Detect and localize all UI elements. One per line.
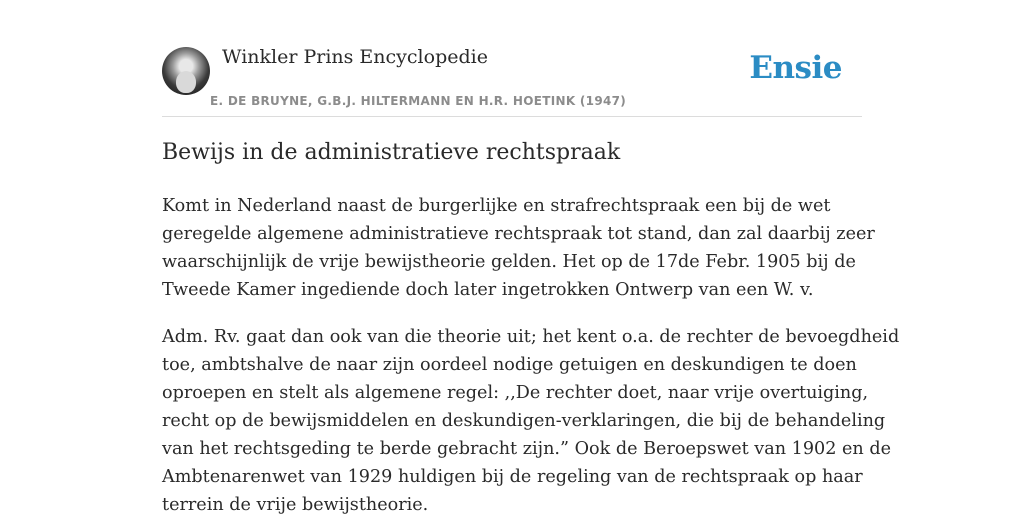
article-paragraph-2: [162, 323, 900, 519]
paragraph-line: geregelde algemene administratieve rechtspraak tot stand, dan zal daarbij zeer: [162, 224, 875, 244]
authors-line: E. DE BRUYNE, G.B.J. HILTERMANN EN H.R. HOETINK (1947): [210, 94, 627, 108]
paragraph-line: terrein de vrije bewijstheorie.: [162, 495, 429, 515]
site-title[interactable]: Winkler Prins Encyclopedie: [222, 46, 488, 68]
paragraph-line: Adm. Rv. gaat dan ook van die theorie uit; het kent o.a. de rechter de bevoegdheid: [162, 327, 900, 347]
paragraph-line: Ambtenarenwet van 1929 huldigen bij de regeling van de rechtspraak op haar: [162, 467, 863, 487]
paragraph-line: oproepen en stelt als algemene regel: ,,De rechter doet, naar vrije overtuiging,: [162, 383, 869, 403]
paragraph-line: Tweede Kamer ingediende doch later ingetrokken Ontwerp van een W. v.: [162, 280, 814, 300]
article-title: Bewijs in de administratieve rechtspraak: [162, 140, 621, 165]
page-header: [162, 40, 862, 117]
paragraph-line: toe, ambtshalve de naar zijn oordeel nodige getuigen en deskundigen te doen: [162, 355, 857, 375]
paragraph-line: recht op de bewijsmiddelen en deskundigen-verklaringen, die bij de behandeling: [162, 411, 886, 431]
paragraph-line: waarschijnlijk de vrije bewijstheorie gelden. Het op de 17de Febr. 1905 bij de: [162, 252, 856, 272]
brand-logo[interactable]: Ensie: [749, 50, 842, 86]
paragraph-line: Komt in Nederland naast de burgerlijke en strafrechtspraak een bij de wet: [162, 196, 831, 216]
paragraph-line: van het rechtsgeding te berde gebracht zijn.” Ook de Beroepswet van 1902 en de: [162, 439, 892, 459]
article-paragraph-1: [162, 192, 875, 304]
author-avatar: [162, 47, 210, 95]
